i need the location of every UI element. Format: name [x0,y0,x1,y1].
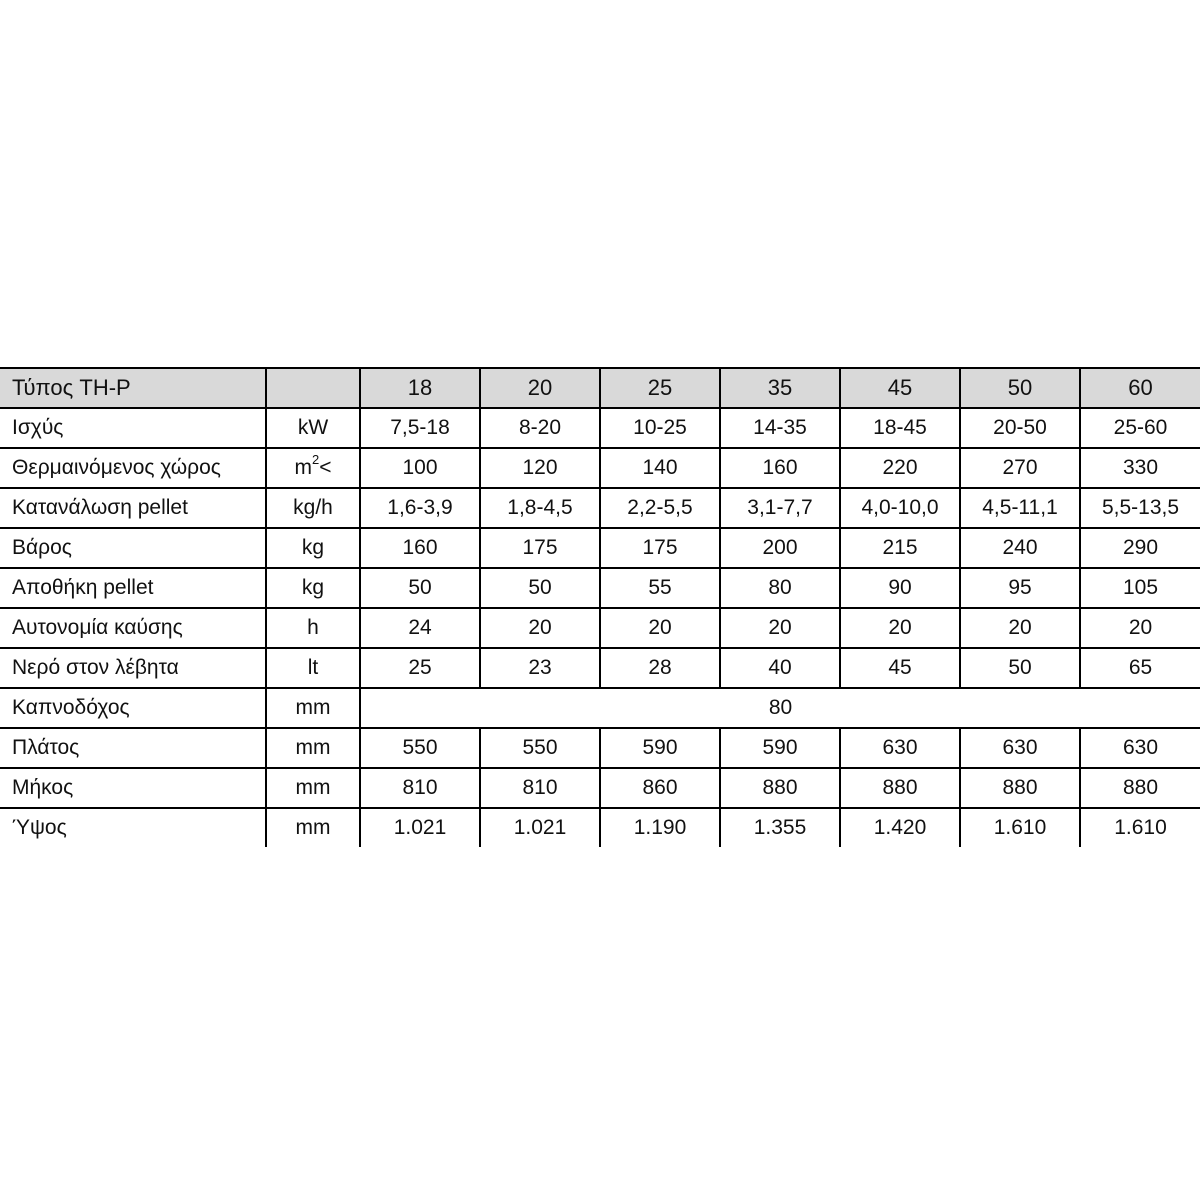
value-cell: 100 [360,448,480,488]
value-cell: 880 [960,768,1080,808]
value-cell: 14-35 [720,408,840,448]
value-cell: 270 [960,448,1080,488]
value-cell: 1.420 [840,808,960,847]
value-cell: 330 [1080,448,1200,488]
row-unit: kg/h [266,488,360,528]
value-cell: 810 [480,768,600,808]
value-cell: 90 [840,568,960,608]
row-label: Ισχύς [0,408,266,448]
row-unit: mm [266,768,360,808]
merged-value-cell: 80 [360,688,1200,728]
table-row [0,808,1200,847]
model-header-45: 45 [840,368,960,408]
value-cell: 550 [480,728,600,768]
value-cell: 1,8-4,5 [480,488,600,528]
value-cell: 1.021 [360,808,480,847]
row-label: Θερμαινόμενος χώρος [0,448,266,488]
unit-suffix: < [319,456,332,479]
table-row [0,568,1200,608]
value-cell: 140 [600,448,720,488]
value-cell: 3,1-7,7 [720,488,840,528]
value-cell: 50 [480,568,600,608]
row-unit: h [266,608,360,648]
model-header-35: 35 [720,368,840,408]
value-cell: 45 [840,648,960,688]
value-cell: 40 [720,648,840,688]
table-row [0,488,1200,528]
value-cell: 65 [1080,648,1200,688]
value-cell: 18-45 [840,408,960,448]
value-cell: 1,6-3,9 [360,488,480,528]
row-label: Πλάτος [0,728,266,768]
value-cell: 215 [840,528,960,568]
value-cell: 1.021 [480,808,600,847]
table-row [0,768,1200,808]
value-cell: 10-25 [600,408,720,448]
value-cell: 7,5-18 [360,408,480,448]
value-cell: 4,5-11,1 [960,488,1080,528]
value-cell: 20 [480,608,600,648]
value-cell: 105 [1080,568,1200,608]
value-cell: 23 [480,648,600,688]
table-header-row [0,368,1200,408]
row-label: Καπνοδόχος [0,688,266,728]
table-row [0,608,1200,648]
row-label: Ύψος [0,808,266,847]
model-header-20: 20 [480,368,600,408]
value-cell: 2,2-5,5 [600,488,720,528]
row-label: Κατανάλωση pellet [0,488,266,528]
value-cell: 25-60 [1080,408,1200,448]
value-cell: 240 [960,528,1080,568]
model-header-50: 50 [960,368,1080,408]
value-cell: 20 [960,608,1080,648]
model-header-25: 25 [600,368,720,408]
value-cell: 95 [960,568,1080,608]
table-row [0,728,1200,768]
value-cell: 25 [360,648,480,688]
value-cell: 1.190 [600,808,720,847]
value-cell: 55 [600,568,720,608]
unit-base: m [294,456,312,479]
table-row [0,408,1200,448]
value-cell: 24 [360,608,480,648]
value-cell: 28 [600,648,720,688]
model-header-18: 18 [360,368,480,408]
value-cell: 590 [720,728,840,768]
value-cell: 1.610 [1080,808,1200,847]
value-cell: 120 [480,448,600,488]
row-unit: kg [266,528,360,568]
row-label: Αποθήκη pellet [0,568,266,608]
value-cell: 1.355 [720,808,840,847]
value-cell: 880 [840,768,960,808]
value-cell: 20-50 [960,408,1080,448]
spec-table [0,367,1200,847]
value-cell: 550 [360,728,480,768]
row-unit: mm [266,728,360,768]
unit-superscript: 2 [312,452,320,467]
value-cell: 50 [360,568,480,608]
value-cell: 160 [360,528,480,568]
value-cell: 880 [1080,768,1200,808]
value-cell: 175 [600,528,720,568]
table-row [0,448,1200,488]
row-unit: kg [266,568,360,608]
row-label: Μήκος [0,768,266,808]
row-label: Νερό στον λέβητα [0,648,266,688]
value-cell: 8-20 [480,408,600,448]
value-cell: 200 [720,528,840,568]
row-unit: mm [266,808,360,847]
value-cell: 220 [840,448,960,488]
value-cell: 630 [960,728,1080,768]
table-row [0,688,1200,728]
table-row [0,528,1200,568]
value-cell: 590 [600,728,720,768]
row-unit [266,448,360,488]
value-cell: 630 [1080,728,1200,768]
value-cell: 50 [960,648,1080,688]
value-cell: 880 [720,768,840,808]
value-cell: 1.610 [960,808,1080,847]
row-unit: mm [266,688,360,728]
value-cell: 810 [360,768,480,808]
row-unit: lt [266,648,360,688]
value-cell: 160 [720,448,840,488]
table-row [0,648,1200,688]
value-cell: 5,5-13,5 [1080,488,1200,528]
row-label: Αυτονομία καύσης [0,608,266,648]
value-cell: 290 [1080,528,1200,568]
model-header-60: 60 [1080,368,1200,408]
value-cell: 20 [1080,608,1200,648]
value-cell: 80 [720,568,840,608]
model-type-label: Τύπος TH-P [0,368,266,408]
value-cell: 20 [840,608,960,648]
value-cell: 175 [480,528,600,568]
row-label: Βάρος [0,528,266,568]
value-cell: 630 [840,728,960,768]
value-cell: 860 [600,768,720,808]
value-cell: 4,0-10,0 [840,488,960,528]
unit-header-cell [266,368,360,408]
value-cell: 20 [720,608,840,648]
value-cell: 20 [600,608,720,648]
row-unit: kW [266,408,360,448]
